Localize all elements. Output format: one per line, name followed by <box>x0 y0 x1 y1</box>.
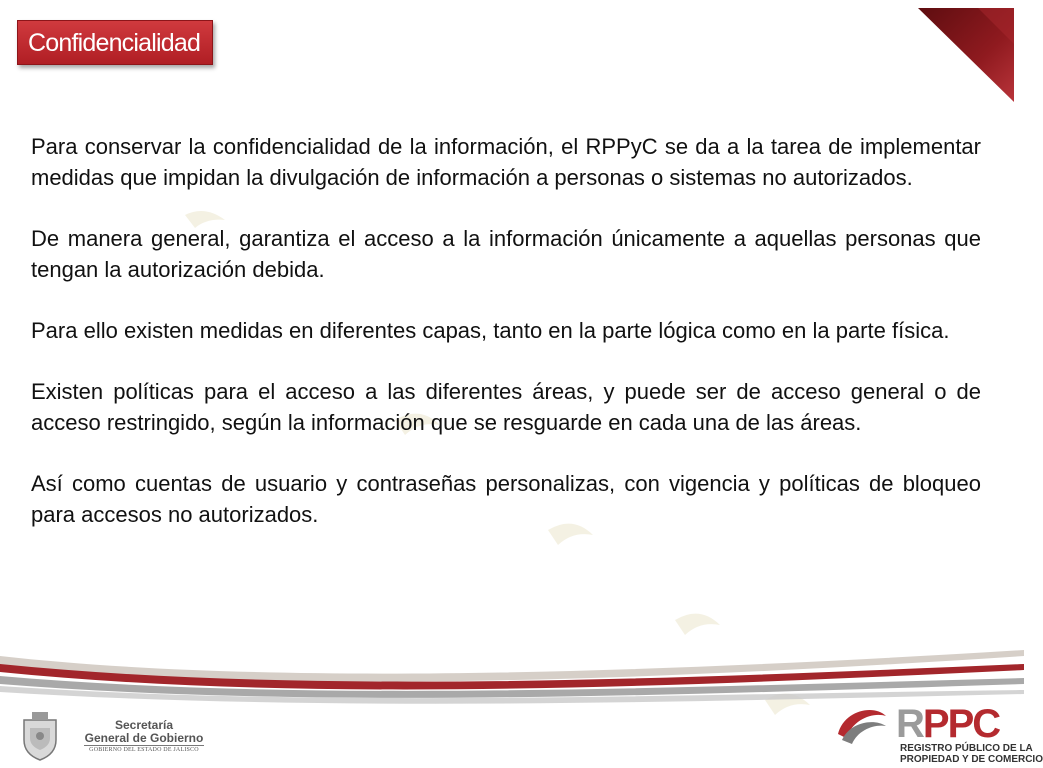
rppc-wordmark-ppc: PPC <box>922 702 1000 746</box>
rppc-wordmark <box>896 702 999 747</box>
slide-body <box>31 131 981 560</box>
gov-secretaria-label: Secretaría <box>114 718 174 732</box>
rppc-logo-icon <box>834 700 890 748</box>
rppc-subtitle: REGISTRO PÚBLICO DE LA <box>900 743 1033 754</box>
jalisco-seal-icon <box>18 710 62 762</box>
paragraph: Para ello existen medidas en diferentes capas, tanto en la parte lógica como en la parte física. <box>31 318 950 343</box>
rppc-wordmark-r: R <box>896 702 923 746</box>
slide-title-badge <box>17 20 213 65</box>
paragraph: Existen políticas para el acceso a las diferentes áreas, y puede ser de acceso general o de acceso restringido, según la información que se resguarde en cada una de las áreas. <box>31 379 981 435</box>
paragraph: Así como cuentas de usuario y contraseñas personalizas, con vigencia y políticas de bloqueo para accesos no autorizados. <box>31 471 981 527</box>
divider <box>84 745 204 746</box>
footer-swooshes <box>0 636 1024 706</box>
slide-title: Confidencialidad <box>28 29 201 57</box>
paragraph: De manera general, garantiza el acceso a la información únicamente a aquellas personas que tengan la autorización debida. <box>31 226 981 282</box>
gov-state-label: GOBIERNO DEL ESTADO DE JALISCO <box>89 747 199 753</box>
gov-secretaria-label: General de Gobierno <box>84 731 204 745</box>
rppc-subtitle: PROPIEDAD Y DE COMERCIO <box>900 754 1043 765</box>
corner-decoration <box>918 8 1014 102</box>
paragraph: Para conservar la confidencialidad de la información, el RPPyC se da a la tarea de implementar medidas que impidan la divulgación de información a personas o sistemas no autorizados. <box>31 134 981 190</box>
